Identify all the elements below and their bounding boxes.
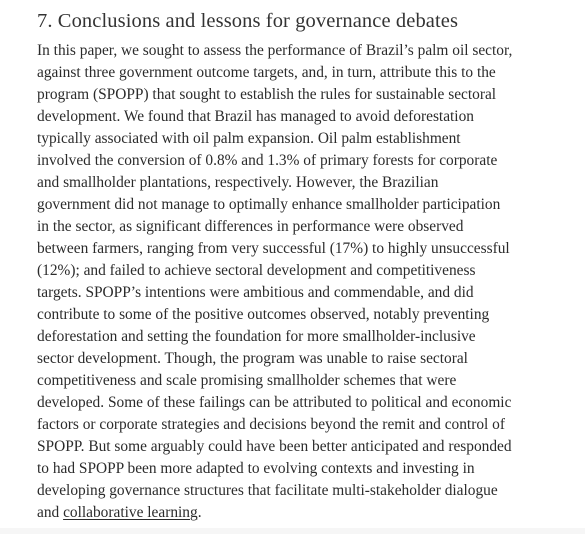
paragraph-line: developing governance structures that facilitate multi-stakeholder dialogue — [37, 482, 498, 499]
conclusion-paragraph — [37, 40, 557, 524]
paragraph-line: typically associated with oil palm expansion. Oil palm establishment — [37, 130, 461, 147]
paragraph-line: developed. Some of these failings can be attributed to political and economic — [37, 394, 512, 411]
paragraph-line: development. We found that Brazil has managed to avoid deforestation — [37, 108, 474, 125]
paragraph-line: deforestation and setting the foundation for more smallholder-inclusive — [37, 328, 476, 345]
paragraph-line: program (SPOPP) that sought to establish the rules for sustainable sectoral — [37, 86, 497, 103]
last-line-prefix: and — [37, 504, 64, 521]
paragraph-line: between farmers, ranging from very successful (17%) to highly unsuccessful — [37, 240, 510, 257]
paragraph-line: in the sector, as significant differences in performance were observed — [37, 218, 464, 235]
paragraph-line: sector development. Though, the program was unable to raise sectoral — [37, 350, 468, 367]
paragraph-line: to had SPOPP been more adapted to evolving contexts and investing in — [37, 460, 475, 477]
paragraph-line: and smallholder plantations, respectively. However, the Brazilian — [37, 174, 439, 191]
paragraph-line: SPOPP. But some arguably could have been better anticipated and responded — [37, 438, 512, 455]
paragraph-line: In this paper, we sought to assess the performance of Brazil’s palm oil sector, — [37, 42, 513, 59]
paragraph-line: against three government outcome targets, and, in turn, attribute this to the — [37, 64, 496, 81]
collaborative-learning-link[interactable]: collaborative learning — [63, 504, 198, 521]
last-line-suffix: . — [197, 504, 202, 521]
paragraph-line: competitiveness and scale promising smallholder schemes that were — [37, 372, 457, 389]
paragraph-line: targets. SPOPP’s intentions were ambitious and commendable, and did — [37, 284, 474, 301]
paragraph-line: contribute to some of the positive outcomes observed, notably preventing — [37, 306, 490, 323]
paragraph-last-line — [37, 502, 557, 524]
paragraph-line: involved the conversion of 0.8% and 1.3% of primary forests for corporate — [37, 152, 498, 169]
page-bottom-edge — [0, 528, 585, 534]
paragraph-line: (12%); and failed to achieve sectoral development and competitiveness — [37, 262, 476, 279]
paragraph-line: government did not manage to optimally enhance smallholder participation — [37, 196, 501, 213]
section-heading: 7. Conclusions and lessons for governance debates — [37, 10, 459, 32]
paragraph-line: factors or corporate strategies and decisions beyond the remit and control of — [37, 416, 505, 433]
